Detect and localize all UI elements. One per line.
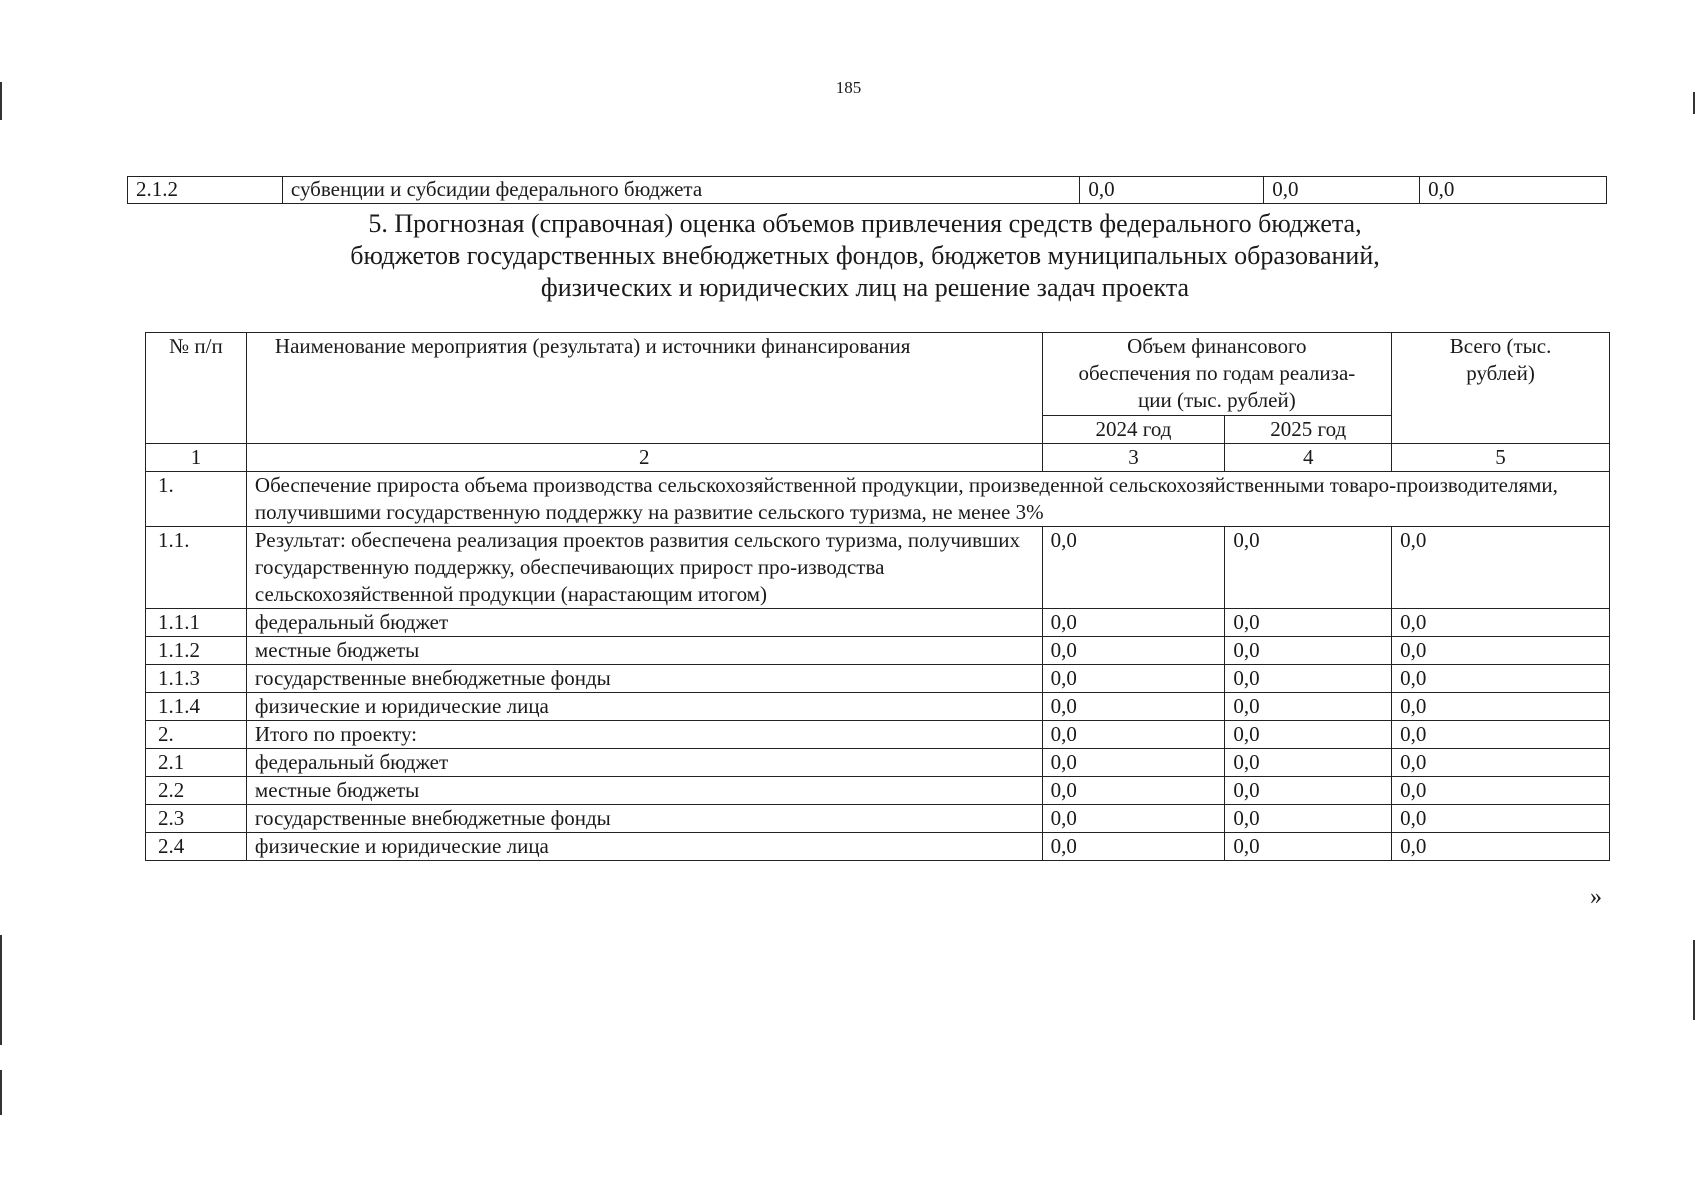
row-value-total: 0,0 xyxy=(1392,777,1610,805)
table-row xyxy=(146,693,1610,721)
row-number: 1.1.4 xyxy=(146,693,247,721)
header-total xyxy=(1392,333,1610,444)
row-name: местные бюджеты xyxy=(246,637,1042,665)
row-value-2025: 0,0 xyxy=(1225,527,1392,609)
row-value-total: 0,0 xyxy=(1392,665,1610,693)
row-name: Итого по проекту: xyxy=(246,721,1042,749)
row-value-2024: 0,0 xyxy=(1042,805,1225,833)
row-value-total: 0,0 xyxy=(1392,609,1610,637)
row-value-2025: 0,0 xyxy=(1264,177,1420,204)
row-value-2025: 0,0 xyxy=(1225,609,1392,637)
row-number: 2.3 xyxy=(146,805,247,833)
row-number: 1.1. xyxy=(146,527,247,609)
row-number: 2.2 xyxy=(146,777,247,805)
row-name: Обеспечение прироста объема производства сельскохозяйственной продукции, произведенной сельскохозяйственными товаро-производителями, получившими государственную поддержку на развитие сельского туризма, не менее 3% xyxy=(246,472,1609,527)
row-number: 2.4 xyxy=(146,833,247,861)
row-value-2024: 0,0 xyxy=(1042,777,1225,805)
row-value-total: 0,0 xyxy=(1392,527,1610,609)
section-title-line: физических и юридических лиц на решение задач проекта xyxy=(540,273,1190,302)
row-name: субвенции и субсидии федерального бюджета xyxy=(282,177,1079,204)
row-value-2025: 0,0 xyxy=(1225,777,1392,805)
scan-edge-mark xyxy=(0,1070,2,1115)
table-row xyxy=(146,637,1610,665)
row-value-2024: 0,0 xyxy=(1042,833,1225,861)
row-value-2024: 0,0 xyxy=(1042,637,1225,665)
row-value-2024: 0,0 xyxy=(1042,609,1225,637)
row-value-total: 0,0 xyxy=(1392,721,1610,749)
table-row-result xyxy=(146,527,1610,609)
row-number: 2.1.2 xyxy=(128,177,283,204)
row-value-2024: 0,0 xyxy=(1042,749,1225,777)
table-row xyxy=(146,721,1610,749)
row-value-total: 0,0 xyxy=(1392,749,1610,777)
row-value-total: 0,0 xyxy=(1392,805,1610,833)
section-title-line: бюджетов государственных внебюджетных фондов, бюджетов муниципальных образований, xyxy=(350,241,1380,270)
row-number: 1.1.2 xyxy=(146,637,247,665)
header-number-text: № п/п xyxy=(169,334,223,358)
header-number xyxy=(146,333,247,444)
row-number: 1.1.3 xyxy=(146,665,247,693)
row-name: физические и юридические лица xyxy=(246,693,1042,721)
row-name: физические и юридические лица xyxy=(246,833,1042,861)
row-value-2024: 0,0 xyxy=(1042,665,1225,693)
header-row xyxy=(146,333,1610,416)
header-year-2025: 2025 год xyxy=(1225,416,1392,444)
row-name: местные бюджеты xyxy=(246,777,1042,805)
row-value-2025: 0,0 xyxy=(1225,721,1392,749)
closing-quote: » xyxy=(1590,884,1602,910)
row-name: государственные внебюджетные фонды xyxy=(246,665,1042,693)
table-row xyxy=(146,777,1610,805)
column-number: 3 xyxy=(1042,444,1225,472)
section-title-line: 5. Прогнозная (справочная) оценка объемов привлечения средств федерального бюджета, xyxy=(368,209,1362,238)
table-row xyxy=(146,805,1610,833)
scan-edge-mark xyxy=(0,935,2,1045)
row-value-2024: 0,0 xyxy=(1042,693,1225,721)
row-number: 1. xyxy=(146,472,247,527)
section-title xyxy=(200,208,1530,304)
row-name: федеральный бюджет xyxy=(246,609,1042,637)
header-volume xyxy=(1042,333,1391,416)
row-name: федеральный бюджет xyxy=(246,749,1042,777)
scan-edge-mark xyxy=(0,82,2,120)
table-row xyxy=(146,609,1610,637)
header-volume-line: ции (тыс. рублей) xyxy=(1138,388,1296,412)
column-number: 1 xyxy=(146,444,247,472)
column-number: 2 xyxy=(246,444,1042,472)
table-row xyxy=(128,177,1607,204)
header-volume-line: Объем финансового xyxy=(1127,334,1307,358)
row-value-total: 0,0 xyxy=(1392,637,1610,665)
row-number: 1.1.1 xyxy=(146,609,247,637)
row-value-2025: 0,0 xyxy=(1225,833,1392,861)
header-name: Наименование мероприятия (результата) и источники финансирования xyxy=(246,333,1042,444)
row-name: государственные внебюджетные фонды xyxy=(246,805,1042,833)
header-volume-line: обеспечения по годам реализа- xyxy=(1078,361,1356,385)
financing-table xyxy=(145,332,1610,861)
previous-table-fragment xyxy=(127,176,1607,204)
row-value-2025: 0,0 xyxy=(1225,749,1392,777)
row-number: 2.1 xyxy=(146,749,247,777)
row-value-total: 0,0 xyxy=(1392,693,1610,721)
table-row xyxy=(146,749,1610,777)
row-value-2025: 0,0 xyxy=(1225,805,1392,833)
row-value-total: 0,0 xyxy=(1420,177,1607,204)
column-number: 5 xyxy=(1392,444,1610,472)
column-numbers-row xyxy=(146,444,1610,472)
column-number: 4 xyxy=(1225,444,1392,472)
row-value-2024: 0,0 xyxy=(1080,177,1264,204)
row-value-total: 0,0 xyxy=(1392,833,1610,861)
row-value-2024: 0,0 xyxy=(1042,721,1225,749)
row-value-2025: 0,0 xyxy=(1225,637,1392,665)
row-number: 2. xyxy=(146,721,247,749)
header-total-text: Всего (тыс. рублей) xyxy=(1449,334,1552,385)
row-value-2025: 0,0 xyxy=(1225,693,1392,721)
table-row-goal xyxy=(146,472,1610,527)
row-value-2025: 0,0 xyxy=(1225,665,1392,693)
row-value-2024: 0,0 xyxy=(1042,527,1225,609)
table-row xyxy=(146,665,1610,693)
scan-edge-mark xyxy=(1693,92,1695,114)
scan-edge-mark xyxy=(1693,940,1695,1020)
row-name: Результат: обеспечена реализация проектов развития сельского туризма, получивших государственную поддержку, обеспечивающих прирост про-изводства сельскохозяйственной продукции (нарастающим итогом) xyxy=(246,527,1042,609)
header-year-2024: 2024 год xyxy=(1042,416,1225,444)
table-row xyxy=(146,833,1610,861)
page-number: 185 xyxy=(835,78,862,97)
